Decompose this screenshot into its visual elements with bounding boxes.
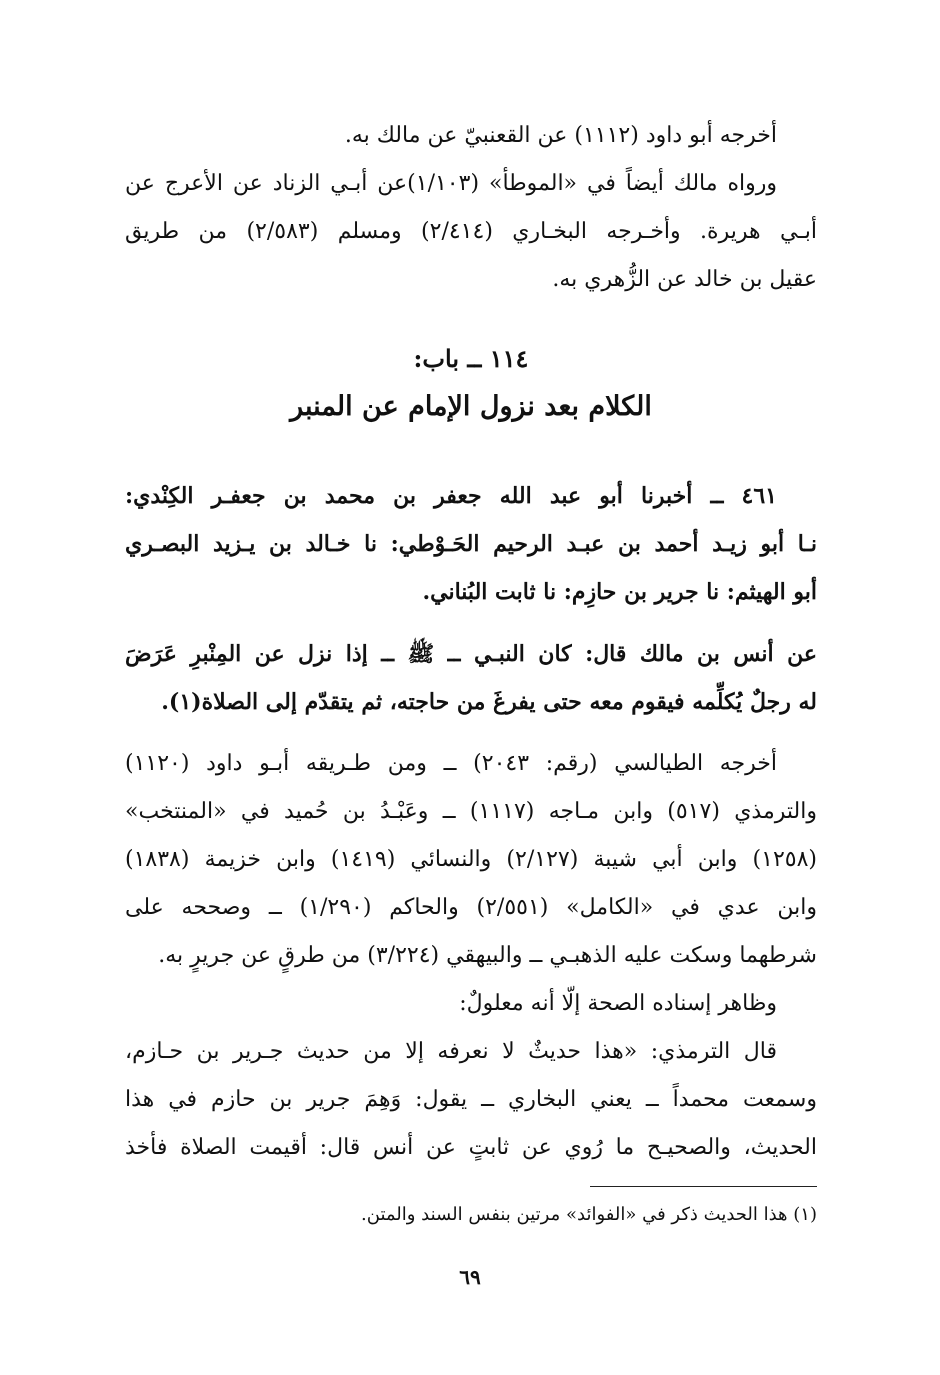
text-line: له رجلٌ يُكلِّمه فيقوم معه حتى يفرغَ من حاجته، ثم يتقدّم إلى الصلاة(١).: [161, 689, 817, 715]
hadith-isnad: [125, 472, 817, 616]
text-line: ٤٦١ ــ أخبرنا أبو عبد الله جعفر بن محمد بن جعفـر الكِنْدي:: [125, 483, 777, 509]
tirmidhi-paragraph: [125, 1028, 817, 1172]
text-line: أبو الهيثم: نا جرير بن حازِم: نا ثابت البُناني.: [422, 579, 817, 605]
text-line: الحديث، والصحيـح ما رُوي عن ثابتٍ عن أنس قال: أقيمت الصلاة فأخذ: [125, 1135, 817, 1160]
text-line: وسمعت محمداً ــ يعني البخاري ــ يقول: وَهِمَ جرير بن حازم في هذا: [125, 1087, 817, 1112]
text-line: شرطهما وسكت عليه الذهبـي ــ والبيهقي (٣/٢٢٤) من طرقٍ عن جريرٍ به.: [158, 943, 817, 968]
page-number: ٦٩: [459, 1265, 481, 1289]
chapter-number: ١١٤ ــ باب:: [413, 344, 529, 373]
text-line: ورواه مالك أيضاً في «الموطأ» (١/١٠٣)عن أبـي الزناد عن الأعرج عن: [125, 171, 777, 196]
text-line: عقيل بن خالد عن الزُّهري به.: [552, 267, 817, 292]
text-line: وظاهر إسناده الصحة إلّا أنه معلولٌ:: [459, 991, 777, 1016]
footnote: (١) هذا الحديث ذكر في «الفوائد» مرتين بنفس السند والمتن.: [361, 1204, 817, 1225]
text-line: عن أنس بن مالك قال: كان النبـي ــ ﷺ ــ إذا نزل عن المِنْبرِ عَرَضَ: [125, 641, 817, 667]
intro-paragraph: [125, 112, 817, 304]
text-line: أبـي هريرة. وأخـرجه البخـاري (٢/٤١٤) ومسلم (٢/٥٨٣) من طريق: [125, 219, 817, 244]
takhrij-paragraph: [125, 740, 817, 1028]
page-body: [125, 112, 817, 1172]
text-line: (١٢٥٨) وابن أبي شيبة (٢/١٢٧) والنسائي (١٤١٩) وابن خزيمة (١٨٣٨): [125, 847, 817, 872]
text-line: قال الترمذي: «هذا حديثٌ لا نعرفه إلا من حديث جـرير بن حـازم،: [125, 1039, 777, 1064]
footnote-divider: [590, 1186, 817, 1187]
text-line: أخرجه الطيالسي (رقم: ٢٠٤٣) ــ ومن طـريقه أبـو داود (١١٢٠): [125, 751, 778, 776]
text-line: والترمذي (٥١٧) وابن مـاجه (١١١٧) ــ وعَبْـدُ بن حُميد في «المنتخب»: [125, 799, 817, 824]
text-line: وابن عدي في «الكامل» (٢/٥٥١) والحاكم (١/٢٩٠) ــ وصححه على: [125, 895, 817, 920]
text-line: أخرجه أبو داود (١١١٢) عن القعنبيّ عن مالك به.: [344, 123, 777, 148]
hadith-matn: [125, 630, 817, 726]
chapter-title: الكلام بعد نزول الإمام عن المنبر: [290, 391, 652, 422]
text-line: نـا أبو زيـد أحمد بن عبـد الرحيم الحَـوْطي: نا خـالد بن يـزيد البصـري: [125, 531, 817, 557]
